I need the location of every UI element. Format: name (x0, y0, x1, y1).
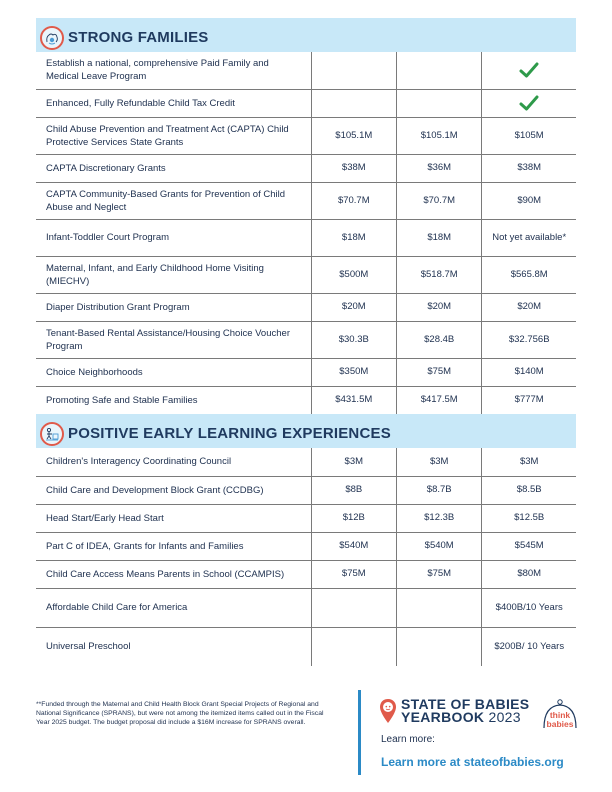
budget-table (36, 52, 576, 414)
row-value: $105.1M (397, 117, 482, 154)
table-row (36, 117, 576, 154)
row-value: $431.5M (311, 386, 396, 414)
row-value (311, 588, 396, 627)
row-value: $3M (311, 448, 396, 476)
row-value: $540M (311, 532, 396, 560)
row-value: $105M (482, 117, 576, 154)
row-value: $32.756B (482, 321, 576, 358)
section-header (36, 414, 576, 448)
think-text: think (549, 710, 571, 720)
learn-more-label: Learn more: (381, 734, 435, 745)
row-label: Affordable Child Care for America (36, 588, 311, 627)
table-row (36, 321, 576, 358)
family-hands-icon (40, 26, 64, 50)
row-value: $12.3B (397, 504, 482, 532)
row-value: $518.7M (397, 256, 482, 293)
row-label: CAPTA Community-Based Grants for Prevention of Child Abuse and Neglect (36, 182, 311, 219)
row-value: $30.3B (311, 321, 396, 358)
row-value (397, 588, 482, 627)
row-value (397, 52, 482, 89)
row-value (311, 52, 396, 89)
row-value: $400B/10 Years (482, 588, 576, 627)
row-value: $545M (482, 532, 576, 560)
row-label: Child Care Access Means Parents in School (CCAMPIS) (36, 560, 311, 588)
section-title: POSITIVE EARLY LEARNING EXPERIENCES (68, 424, 391, 442)
row-label: Head Start/Early Head Start (36, 504, 311, 532)
row-value: $350M (311, 358, 396, 386)
child-learning-icon (40, 422, 64, 446)
row-value: $500M (311, 256, 396, 293)
row-value: $3M (397, 448, 482, 476)
row-value: $75M (397, 358, 482, 386)
table-row (36, 476, 576, 504)
row-value: $8B (311, 476, 396, 504)
row-value: $70.7M (397, 182, 482, 219)
stateofbabies-link[interactable]: Learn more at stateofbabies.org (381, 755, 564, 769)
table-row (36, 386, 576, 414)
logo-line-2: YEARBOOK (401, 709, 485, 725)
row-value: $70.7M (311, 182, 396, 219)
think-babies-logo (539, 698, 581, 734)
row-value: $20M (482, 293, 576, 321)
row-label: Tenant-Based Rental Assistance/Housing Choice Voucher Program (36, 321, 311, 358)
row-label: Promoting Safe and Stable Families (46, 394, 198, 406)
row-value: Not yet available* (482, 219, 576, 256)
table-row (36, 448, 576, 476)
row-value: $80M (482, 560, 576, 588)
table-row (36, 219, 576, 256)
row-label: Establish a national, comprehensive Paid Family and Medical Leave Program (36, 52, 311, 89)
row-value: $565.8M (482, 256, 576, 293)
table-row (36, 588, 576, 627)
row-value: $20M (311, 293, 396, 321)
row-label: Child Care and Development Block Grant (CCDBG) (36, 476, 311, 504)
row-value: $90M (482, 182, 576, 219)
babies-text: babies (546, 719, 574, 729)
table-row (36, 256, 576, 293)
row-value: $8.7B (397, 476, 482, 504)
table-row (36, 358, 576, 386)
logo-year: 2023 (488, 709, 521, 725)
section-title: STRONG FAMILIES (68, 28, 209, 46)
row-value: $12.5B (482, 504, 576, 532)
checkmark-icon (518, 98, 540, 109)
row-label: Enhanced, Fully Refundable Child Tax Credit (36, 89, 311, 117)
row-value: $417.5M (397, 386, 482, 414)
footnote: **Funded through the Maternal and Child Health Block Grant Special Projects of Regional and National Significance (SPRANS), but were not among the itemized items called out in the Fiscal Year 2025 budget. The budget proposal did include a $16M increase for SPRANS overall. (36, 701, 324, 726)
brand-block (358, 690, 591, 775)
row-value: $18M (311, 219, 396, 256)
table-row (36, 89, 576, 117)
row-value: $12B (311, 504, 396, 532)
row-label: Choice Neighborhoods (36, 358, 311, 386)
row-value: $75M (397, 560, 482, 588)
row-value: $200B/ 10 Years (482, 627, 576, 666)
row-label: Infant-Toddler Court Program (36, 219, 311, 256)
row-value: $140M (482, 358, 576, 386)
table-row (36, 532, 576, 560)
row-label: CAPTA Discretionary Grants (36, 154, 311, 182)
row-value (397, 89, 482, 117)
logo-line-1: STATE OF BABIES (401, 696, 530, 712)
row-value: $777M (482, 386, 576, 414)
row-value: $38M (482, 154, 576, 182)
row-value: $18M (397, 219, 482, 256)
table-row (36, 52, 576, 89)
row-value: $20M (397, 293, 482, 321)
baby-pin-icon (379, 698, 397, 724)
budget-table (36, 448, 576, 666)
row-label: Children's Interagency Coordinating Council (36, 448, 311, 476)
table-row (36, 627, 576, 666)
state-of-babies-logo (379, 698, 529, 724)
row-value (311, 627, 396, 666)
row-label: Universal Preschool (46, 641, 131, 653)
row-label: Diaper Distribution Grant Program (36, 293, 311, 321)
row-value: $3M (482, 448, 576, 476)
row-label: Part C of IDEA, Grants for Infants and Families (36, 532, 311, 560)
table-row (36, 560, 576, 588)
checkmark-icon (518, 65, 540, 76)
row-value: $75M (311, 560, 396, 588)
row-value: $38M (311, 154, 396, 182)
section-header (36, 18, 576, 52)
row-value: $105.1M (311, 117, 396, 154)
table-row (36, 504, 576, 532)
row-value: $8.5B (482, 476, 576, 504)
table-row (36, 154, 576, 182)
row-value: $28.4B (397, 321, 482, 358)
row-label: Child Abuse Prevention and Treatment Act (CAPTA) Child Protective Services State Grants (36, 117, 311, 154)
row-label: Maternal, Infant, and Early Childhood Home Visiting (MIECHV) (36, 256, 311, 293)
table-row (36, 182, 576, 219)
row-value: $36M (397, 154, 482, 182)
table-row (36, 293, 576, 321)
row-value: $540M (397, 532, 482, 560)
budget-table-page (36, 18, 576, 666)
row-value (397, 627, 482, 666)
row-value (311, 89, 396, 117)
